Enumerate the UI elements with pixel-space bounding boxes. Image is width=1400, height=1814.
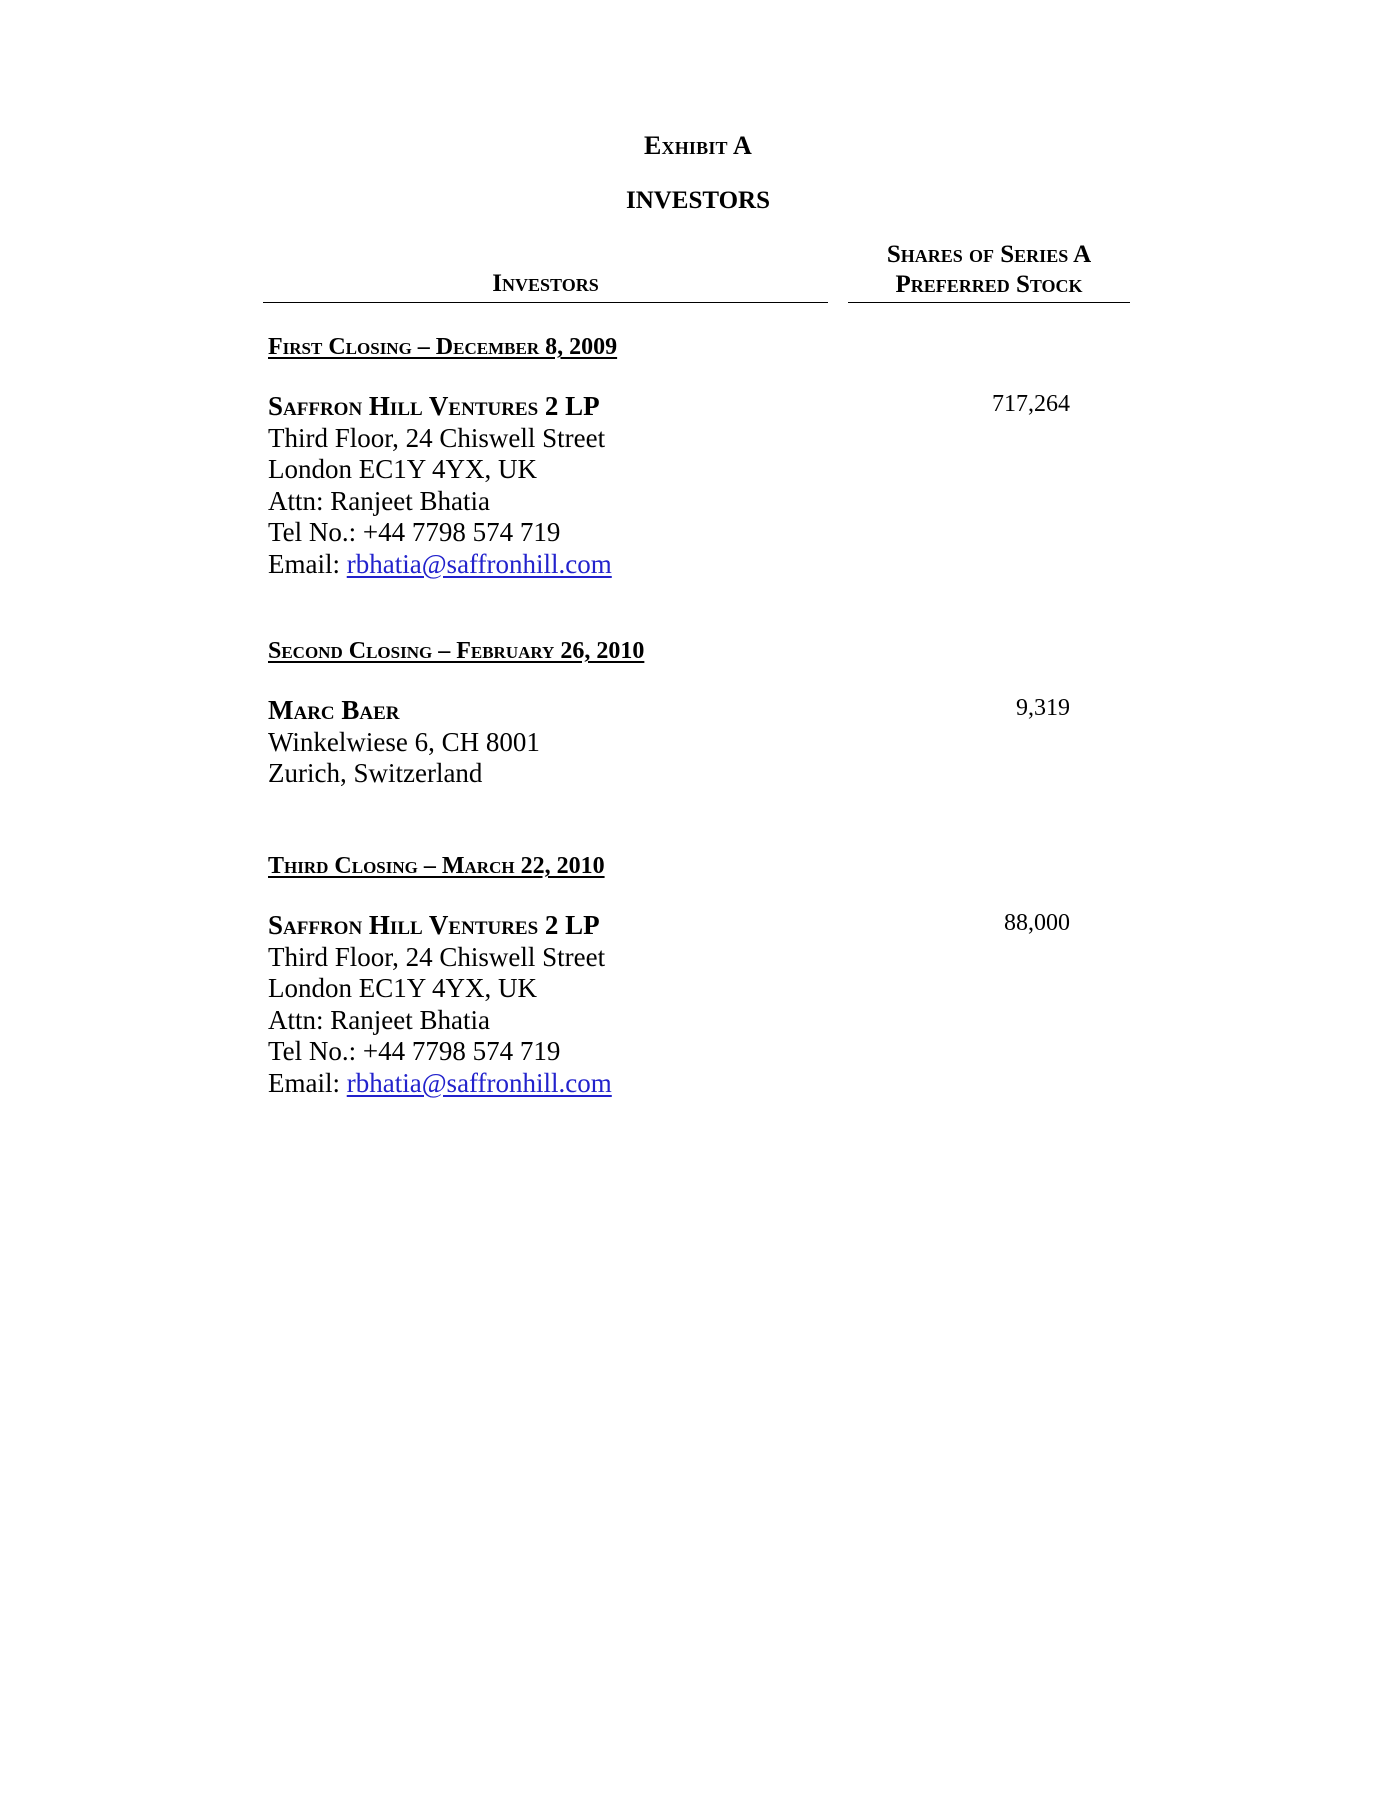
column-header-investors: Investors [492, 270, 599, 297]
email-label: Email: [268, 548, 347, 579]
email-line [268, 1068, 612, 1100]
email-link[interactable]: rbhatia@saffronhill.com [346, 1067, 612, 1098]
shares-value-third: 88,000 [1004, 910, 1070, 936]
address-line: Third Floor, 24 Chiswell Street [268, 422, 606, 453]
investor-block-third [268, 910, 612, 1099]
column-header-shares-line2: Preferred Stock [895, 271, 1083, 298]
investor-name: Saffron Hill Ventures 2 LP [268, 910, 600, 940]
investor-block-second [268, 695, 540, 790]
address-line: London EC1Y 4YX, UK [268, 973, 537, 1003]
address-line: Tel No.: +44 7798 574 719 [268, 517, 561, 547]
page-title: INVESTORS [625, 187, 771, 214]
shares-value-first: 717,264 [992, 391, 1070, 417]
column-header-shares-line1: Shares of Series A [886, 241, 1092, 268]
closing-heading-first: First Closing – December 8, 2009 [268, 334, 618, 360]
investor-block-first [268, 391, 612, 580]
address-line: Zurich, Switzerland [268, 758, 483, 788]
address-line: Tel No.: +44 7798 574 719 [268, 1036, 561, 1066]
shares-value-second: 9,319 [1016, 695, 1070, 721]
email-link[interactable]: rbhatia@saffronhill.com [346, 548, 612, 579]
address-line: Winkelwiese 6, CH 8001 [268, 726, 540, 757]
header-rule-shares [848, 302, 1130, 303]
investor-name: Marc Baer [268, 695, 400, 725]
email-line [268, 549, 612, 581]
closing-heading-second: Second Closing – February 26, 2010 [268, 638, 645, 664]
investor-name: Saffron Hill Ventures 2 LP [268, 391, 600, 421]
address-line: London EC1Y 4YX, UK [268, 454, 537, 484]
address-line: Third Floor, 24 Chiswell Street [268, 941, 606, 972]
header-rule-investors [263, 302, 828, 303]
address-line: Attn: Ranjeet Bhatia [268, 485, 490, 516]
closing-heading-third: Third Closing – March 22, 2010 [268, 853, 605, 879]
exhibit-title: Exhibit A [643, 131, 752, 160]
address-line: Attn: Ranjeet Bhatia [268, 1004, 490, 1035]
column-header-shares [848, 240, 1130, 300]
email-label: Email: [268, 1067, 347, 1098]
